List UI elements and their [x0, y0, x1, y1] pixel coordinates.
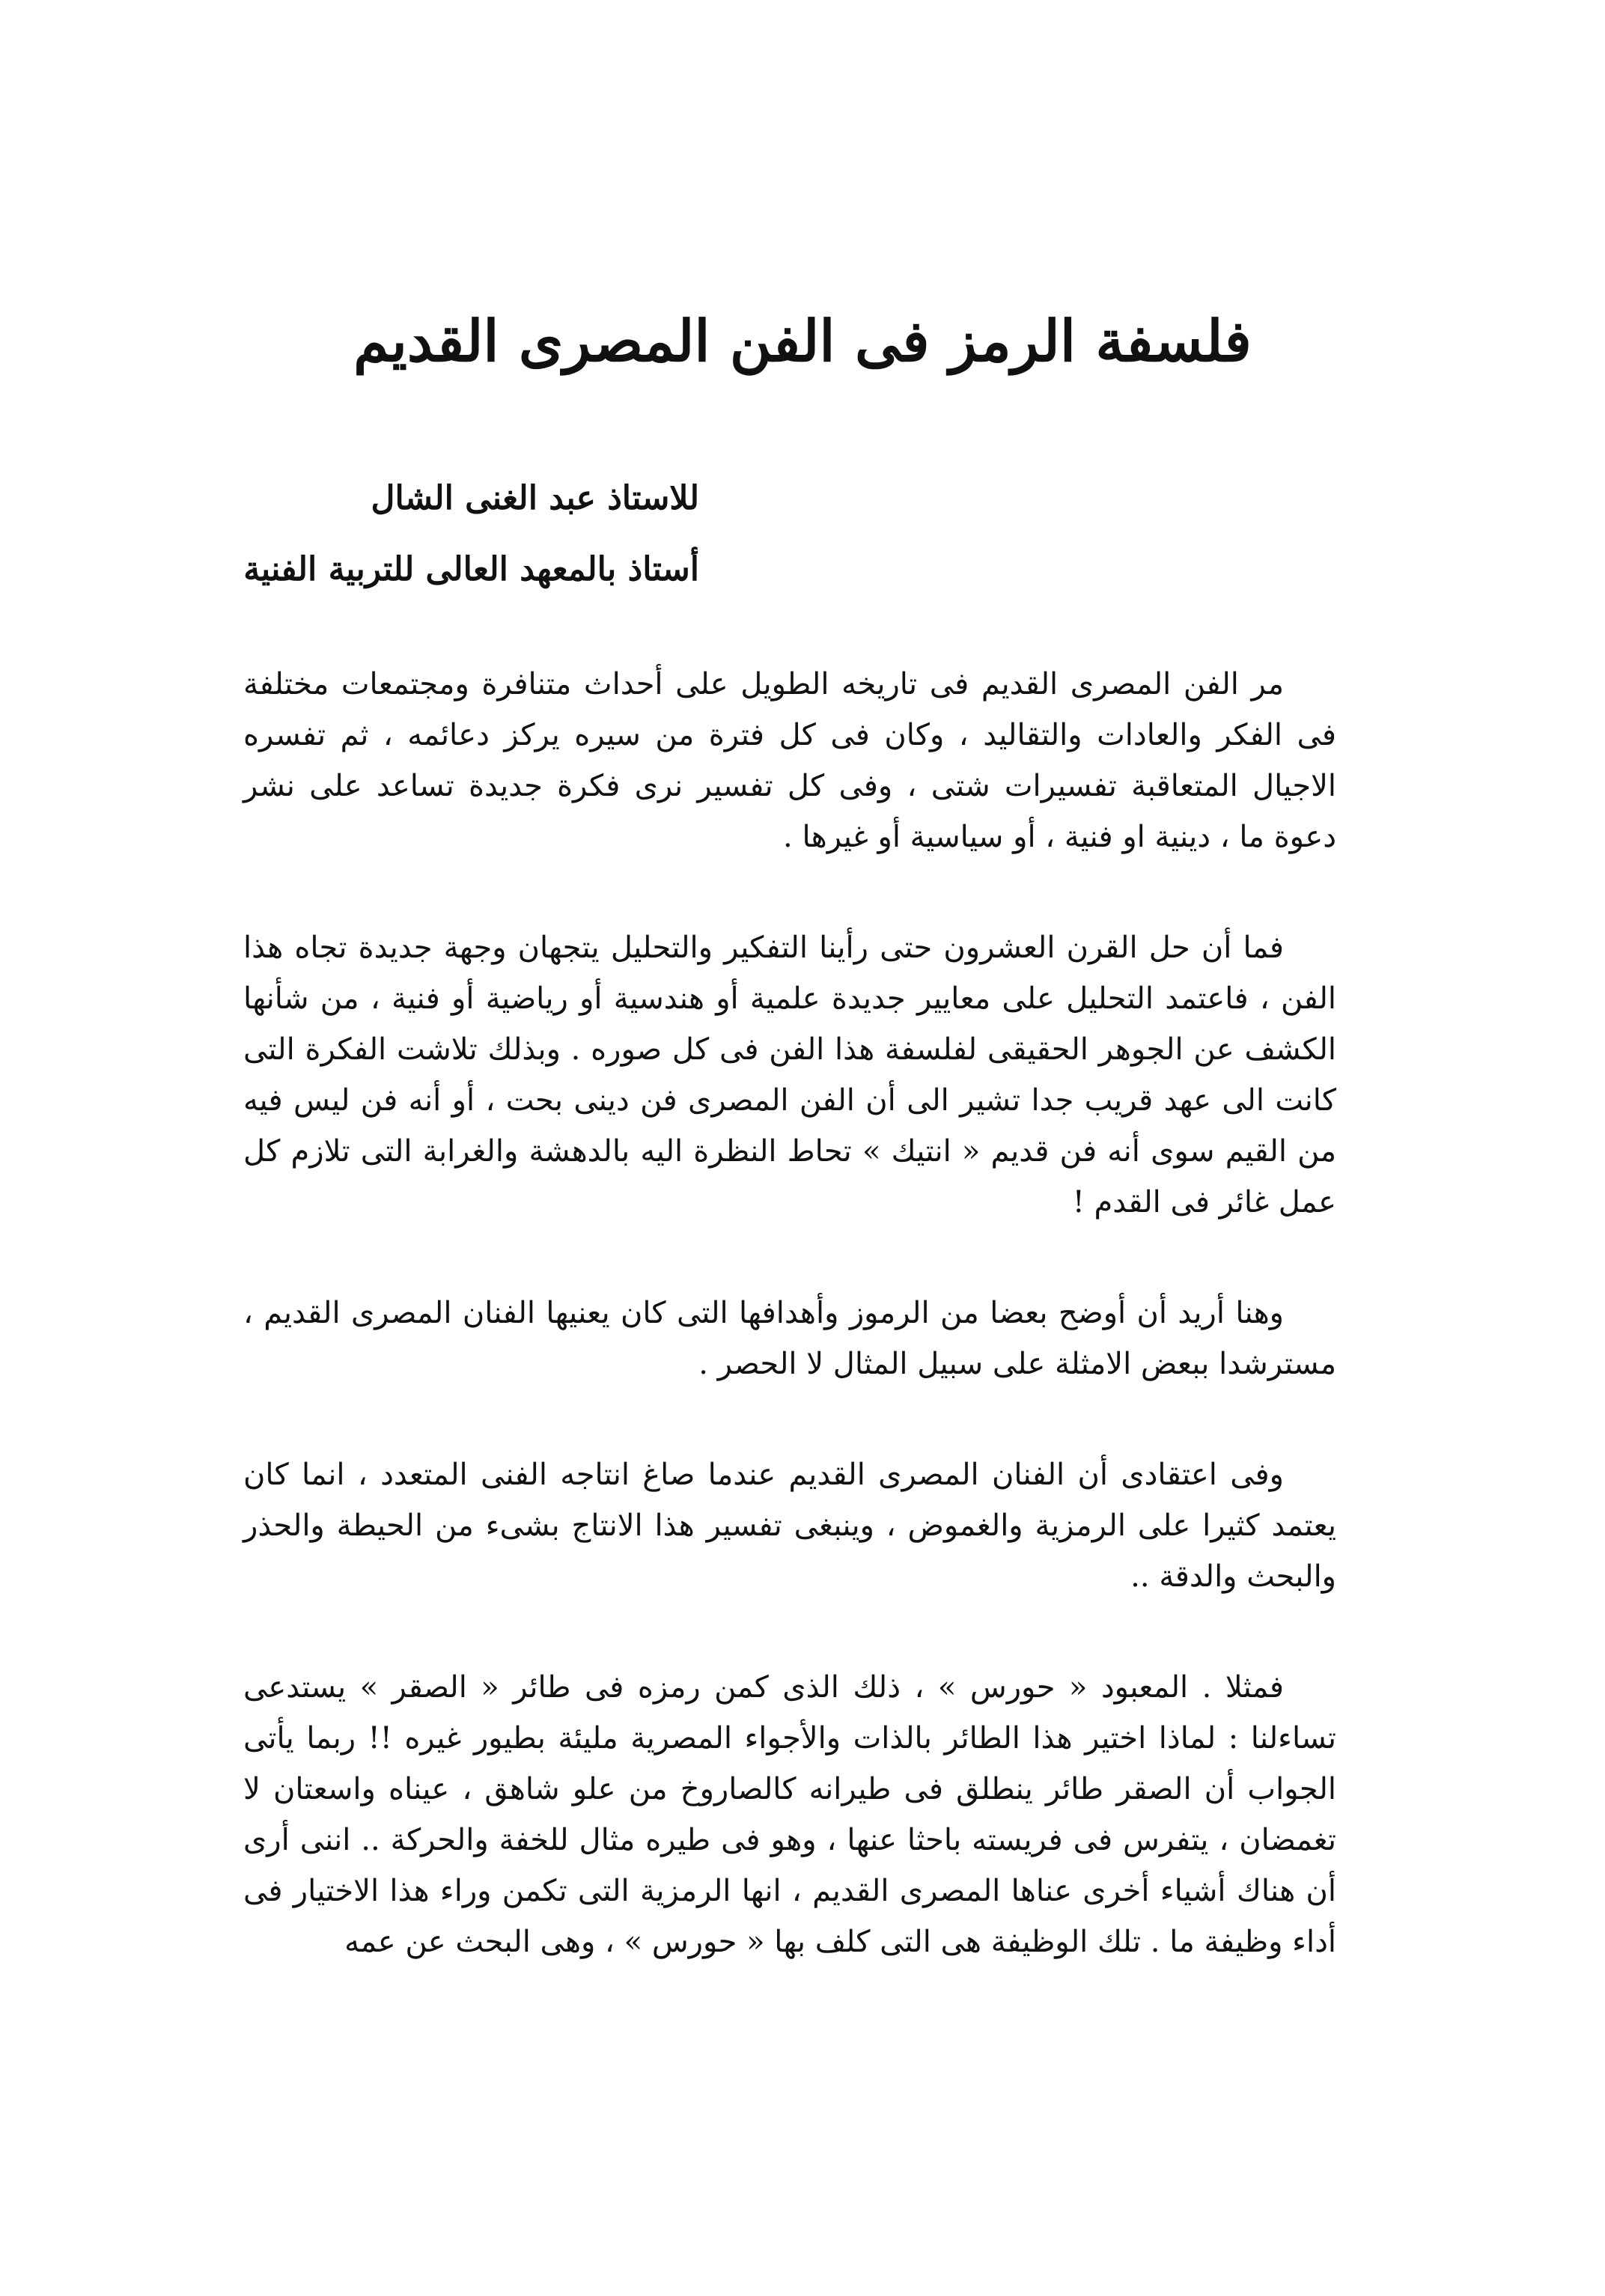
body-paragraph: فمثلا . المعبود « حورس » ، ذلك الذى كمن رمزه فى طائر « الصقر » يستدعى تساءلنا : لماذا اختير هذا الطائر بالذات والأجواء المصرية مليئة بطيور غيره !! ربما يأتى الجواب أن الصقر طائر ينطلق فى طيرانه كالصاروخ من علو شاهق ، عيناه واسعتان لا تغمضان ، يتفرس فى فريسته باحثا عنها ، وهو فى طيره مثال للخفة والحركة .. اننى أرى أن هناك أشياء أخرى عناها المصرى القديم ، انها الرمزية التى تكمن وراء هذا الاختيار فى أداء وظيفة ما . تلك الوظيفة هى التى كلف بها « حورس » ، وهى البحث عن عمه	[243, 1670, 1336, 1959]
body-paragraph: مر الفن المصرى القديم فى تاريخه الطويل على أحداث متنافرة ومجتمعات مختلفة فى الفكر والعادات والتقاليد ، وكان فى كل فترة من سيره يركز دعائمه ، ثم تفسره الاجيال المتعاقبة تفسيرات شتى ، وفى كل تفسير نرى فكرة جديدة تساعد على نشر دعوة ما ، دينية او فنية ، أو سياسية أو غيرها .	[243, 667, 1336, 854]
article-body	[243, 659, 1336, 2027]
affiliation-line: أستاذ بالمعهد العالى للتربية الفنية	[243, 550, 699, 588]
author-line: للاستاذ عبد الغنى الشال	[371, 479, 699, 517]
body-paragraph: فما أن حل القرن العشرون حتى رأينا التفكير والتحليل يتجهان وجهة جديدة تجاه هذا الفن ، فاعتمد التحليل على معايير جديدة علمية أو هندسية أو رياضية أو فنية ، من شأنها الكشف عن الجوهر الحقيقى لفلسفة هذا الفن فى كل صوره . وبذلك تلاشت الفكرة التى كانت الى عهد قريب جدا تشير الى أن الفن المصرى فن دينى بحت ، أو أنه فن ليس فيه من القيم سوى أنه فن قديم « انتيك » تحاط النظرة اليه بالدهشة والغرابة التى تلازم كل عمل غائر فى القدم !	[243, 931, 1336, 1219]
body-paragraph: وهنا أريد أن أوضح بعضا من الرموز وأهدافها التى كان يعنيها الفنان المصرى القديم ، مسترشدا ببعض الامثلة على سبيل المثال لا الحصر .	[243, 1296, 1336, 1381]
article-title: فلسفة الرمز فى الفن المصرى القديم	[353, 308, 1252, 374]
body-paragraph: وفى اعتقادى أن الفنان المصرى القديم عندما صاغ انتاجه الفنى المتعدد ، انما كان يعتمد كثيرا على الرمزية والغموض ، وينبغى تفسير هذا الانتاج بشىء من الحيطة والحذر والبحث والدقة ..	[243, 1458, 1336, 1594]
